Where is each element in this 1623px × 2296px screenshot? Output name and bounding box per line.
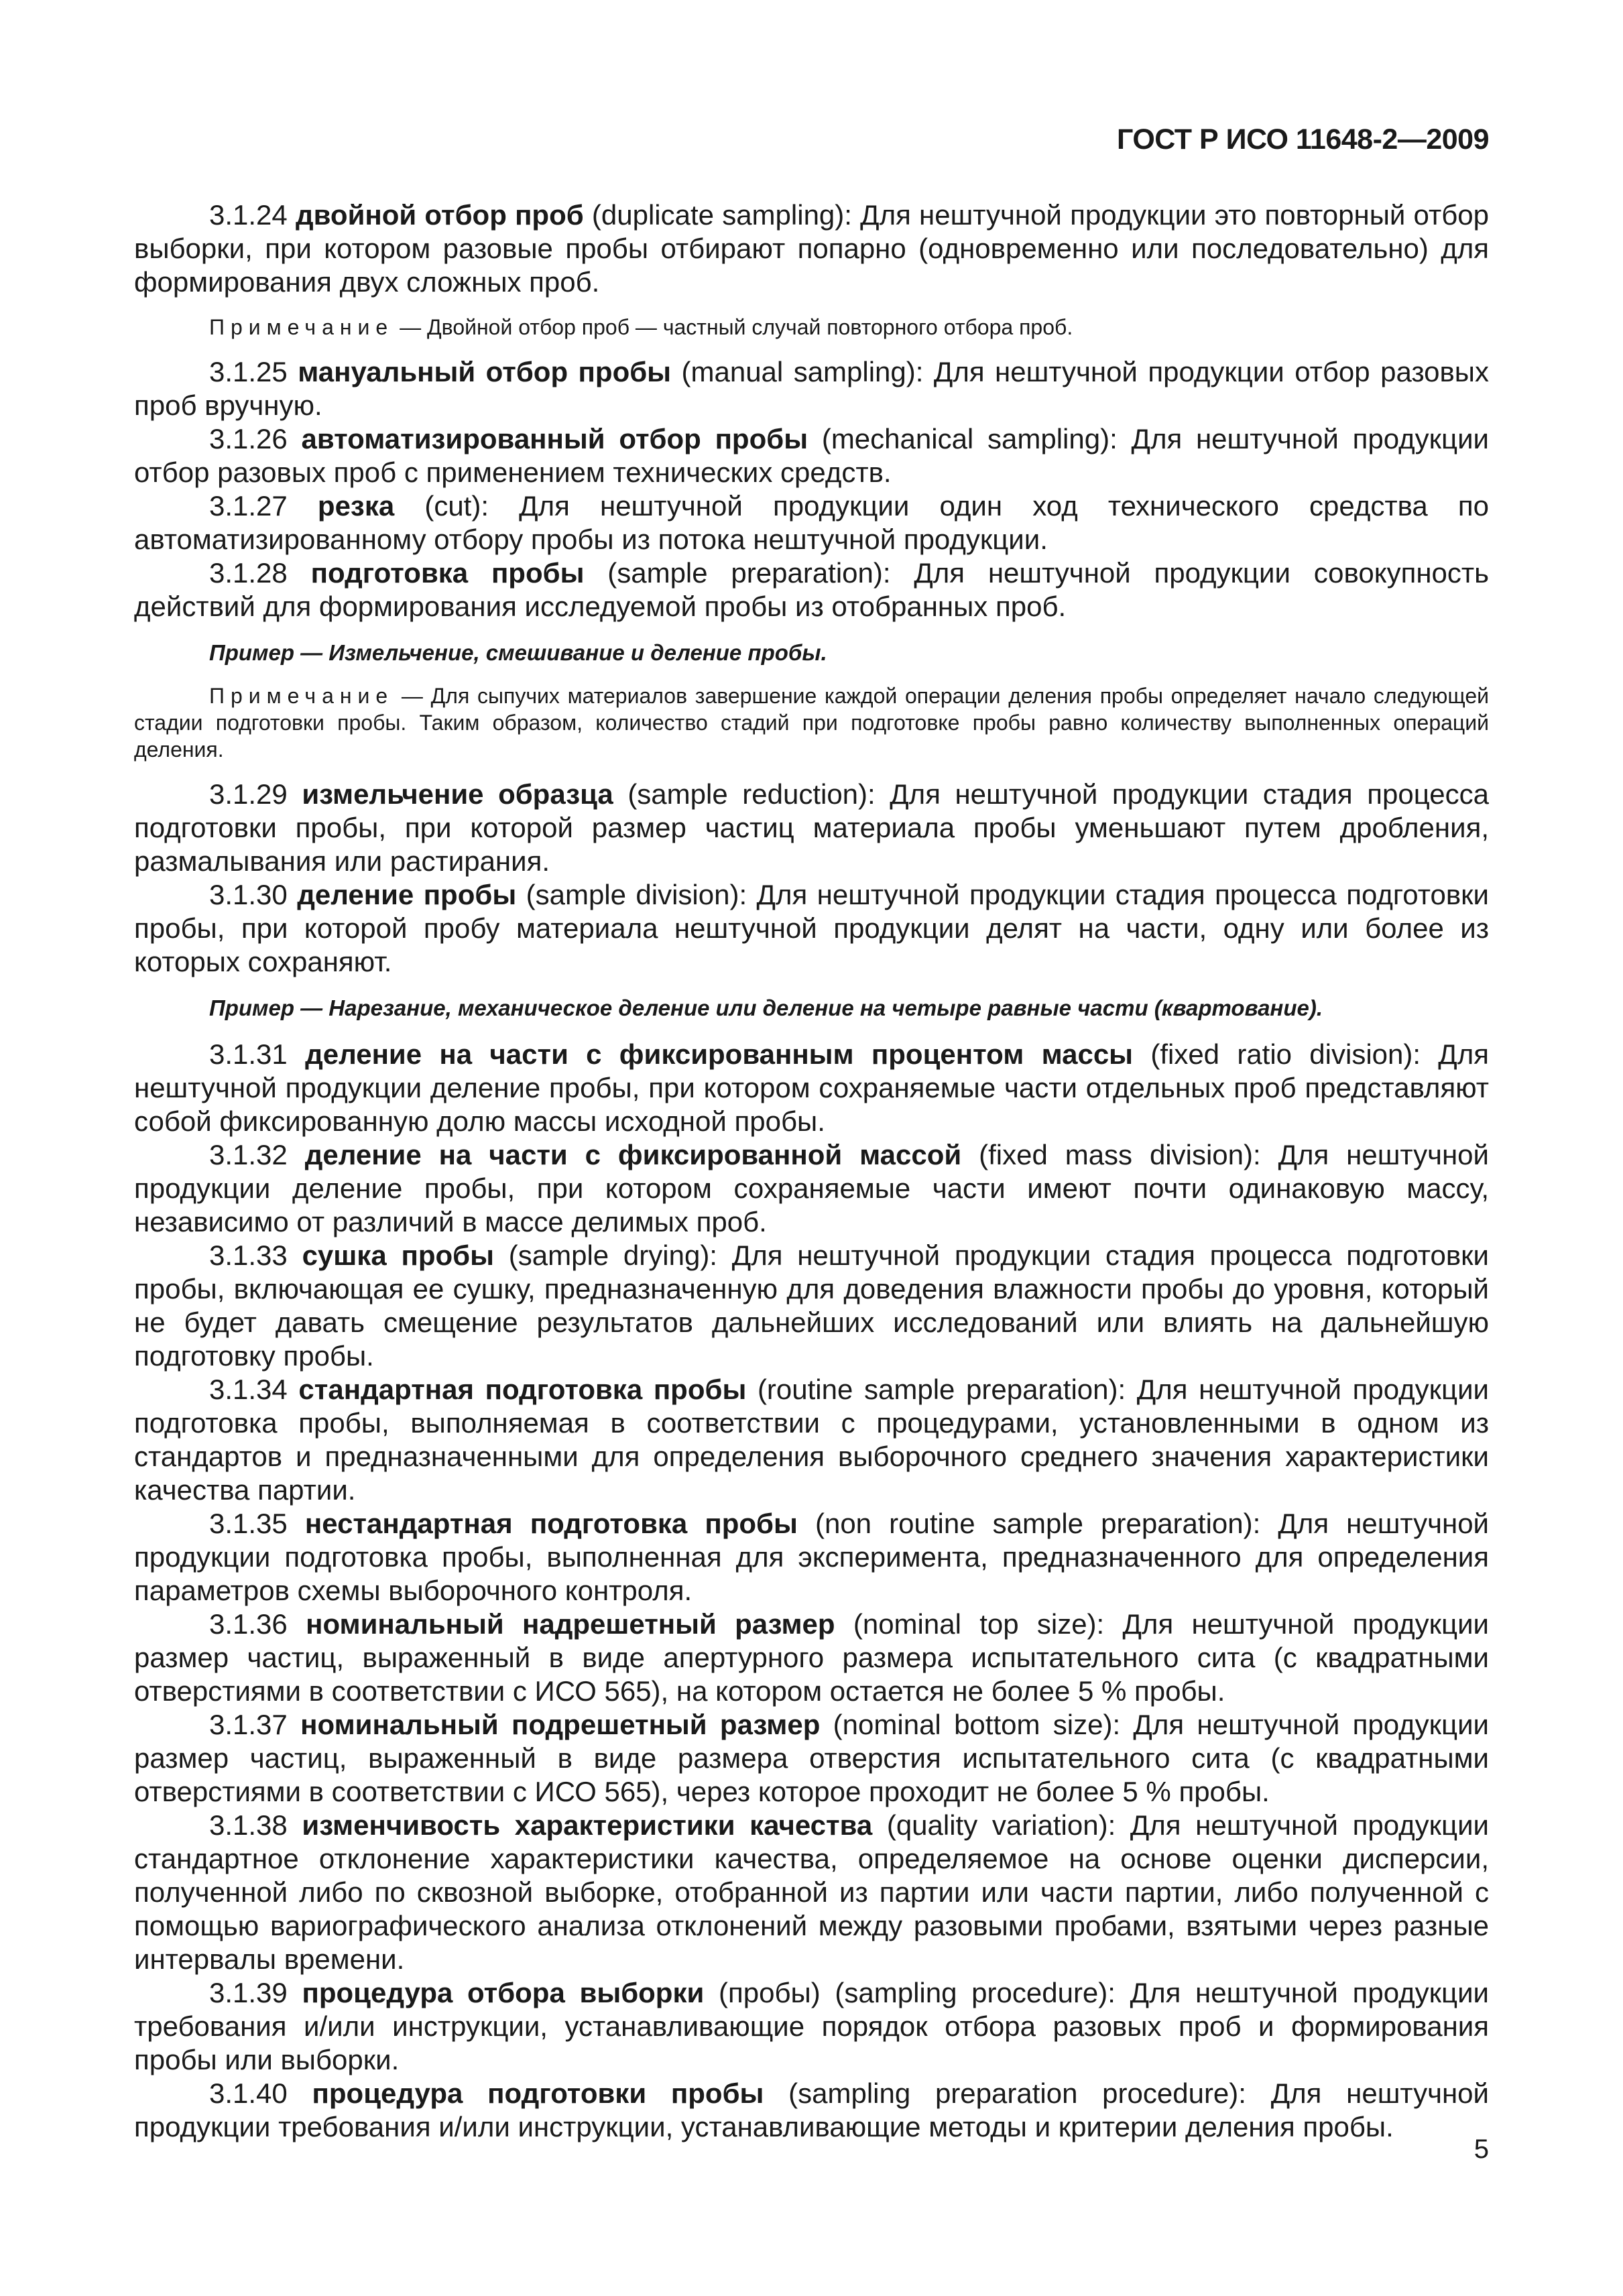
note-label: Примечание	[209, 684, 394, 708]
term-definition-3-1-30	[134, 878, 1489, 979]
term-text: (quality variation): Для нештучной продукции стандартное отклонение характеристики качества, определяемое на основе оценки дисперсии, полученной либо по сквозной выборке, отобранной из партии или части партии, либо полученной с помощью вариографического анализа отклонений между разовыми пробами, взятыми через разные интервалы времени.	[134, 1809, 1490, 1975]
note-text: — Двойной отбор проб — частный случай повторного отбора проб.	[394, 315, 1073, 339]
term-text: (sample reduction): Для нештучной продукции стадия процесса подготовки пробы, при которой размер частиц материала пробы уменьшают путем дробления, размалывания или растирания.	[134, 778, 1489, 877]
note-text: — Для сыпучих материалов завершение каждой операции деления пробы определяет начало следующей стадии подготовки пробы. Таким образом, количество стадий при подготовке пробы равно количеству выполненных операций деления.	[134, 684, 1489, 762]
term-text: (duplicate sampling): Для нештучной продукции это повторный отбор выборки, при котором разовые пробы отбирают попарно (одновременно или последовательно) для формирования двух сложных проб.	[134, 199, 1489, 298]
term-number: 3.1.37	[209, 1709, 288, 1740]
term-number: 3.1.30	[209, 879, 288, 910]
term-name: измельчение образца	[302, 778, 613, 810]
term-number: 3.1.36	[209, 1608, 288, 1640]
term-number: 3.1.32	[209, 1139, 288, 1170]
term-name: нестандартная подготовка пробы	[304, 1508, 798, 1539]
term-number: 3.1.38	[209, 1809, 288, 1841]
term-text: (cut): Для нештучной продукции один ход технического средства по автоматизированному отбору пробы из потока нештучной продукции.	[134, 490, 1490, 555]
term-definition-3-1-26	[134, 422, 1489, 489]
note	[134, 314, 1489, 341]
term-name: стандартная подготовка пробы	[298, 1374, 747, 1405]
term-number: 3.1.25	[209, 356, 288, 387]
term-name: номинальный надрешетный размер	[306, 1608, 835, 1640]
example: Пример — Нарезание, механическое деление или деление на четыре равные части (квартование).	[209, 995, 1323, 1020]
term-number: 3.1.39	[209, 1977, 288, 2008]
term-number: 3.1.29	[209, 778, 288, 810]
term-definition-3-1-39	[134, 1976, 1489, 2077]
term-definition-3-1-33	[134, 1239, 1489, 1373]
example: Пример — Измельчение, смешивание и деление пробы.	[209, 640, 827, 665]
note-label: Примечание	[209, 315, 394, 339]
term-name: деление пробы	[297, 879, 517, 910]
term-definition-3-1-28	[134, 556, 1489, 623]
page-number: 5	[1474, 2134, 1489, 2164]
term-number: 3.1.26	[209, 423, 288, 455]
term-text: (sample division): Для нештучной продукции стадия процесса подготовки пробы, при которой пробу материала нештучной продукции делят на части, одну или более из которых сохраняют.	[134, 879, 1490, 977]
term-definition-3-1-31	[134, 1038, 1489, 1138]
term-definition-3-1-27	[134, 489, 1489, 556]
term-text: (sampling preparation procedure): Для нештучной продукции требования и/или инструкции, устанавливающие методы и критерии деления пробы.	[134, 2077, 1489, 2142]
term-definition-3-1-24	[134, 198, 1489, 299]
term-name: процедура отбора выборки	[302, 1977, 705, 2008]
note	[134, 682, 1489, 763]
term-number: 3.1.40	[209, 2077, 288, 2109]
term-text: (nominal top size): Для нештучной продукции размер частиц, выраженный в виде апертурного размера испытательного сита (с квадратными отверстиями в соответствии с ИСО 565), на котором остается не более 5 % пробы.	[134, 1608, 1489, 1707]
term-definition-3-1-40	[134, 2077, 1489, 2144]
term-name: деление на части с фиксированным процентом массы	[305, 1038, 1134, 1070]
term-name: процедура подготовки пробы	[312, 2077, 764, 2109]
term-name: двойной отбор проб	[295, 199, 584, 231]
term-text: (sample drying): Для нештучной продукции стадия процесса подготовки пробы, включающая ее сушку, предназначенную для доведения влажности пробы до уровня, который не будет давать смещение результатов дальнейших исследований или влиять на дальнейшую подготовку пробы.	[134, 1240, 1490, 1372]
term-definition-3-1-37	[134, 1708, 1489, 1809]
term-definition-3-1-35	[134, 1507, 1489, 1608]
term-text: (nominal bottom size): Для нештучной продукции размер частиц, выраженный в виде размера отверстия испытательного сита (с квадратными отверстиями в соответствии с ИСО 565), через которое проходит не более 5 % пробы.	[134, 1709, 1489, 1807]
term-name: подготовка пробы	[310, 557, 585, 589]
term-number: 3.1.34	[209, 1374, 288, 1405]
term-number: 3.1.28	[209, 557, 288, 589]
document-id-header: ГОСТ Р ИСО 11648-2—2009	[1117, 123, 1489, 156]
document-body	[134, 198, 1489, 2144]
term-text: (fixed mass division): Для нештучной продукции деление пробы, при котором сохраняемые части имеют почти одинаковую массу, независимо от различий в массе делимых проб.	[134, 1139, 1490, 1237]
term-name: изменчивость характеристики качества	[302, 1809, 873, 1841]
term-text: (mechanical sampling): Для нештучной продукции отбор разовых проб с применением технических средств.	[134, 423, 1489, 488]
term-text: (routine sample preparation): Для нештучной продукции подготовка пробы, выполняемая в соответствии с процедурами, установленными в одном из стандартов и предназначенными для определения выборочного среднего значения характеристики качества партии.	[134, 1374, 1490, 1506]
term-definition-3-1-29	[134, 778, 1489, 878]
term-text: (sample preparation): Для нештучной продукции совокупность действий для формирования исследуемой пробы из отобранных проб.	[134, 557, 1489, 622]
term-definition-3-1-38	[134, 1809, 1489, 1976]
term-name: деление на части с фиксированной массой	[304, 1139, 962, 1170]
term-text: (non routine sample preparation): Для нештучной продукции подготовка пробы, выполненная для эксперимента, предназначенного для определения параметров схемы выборочного контроля.	[134, 1508, 1490, 1606]
term-number: 3.1.27	[209, 490, 288, 522]
term-definition-3-1-36	[134, 1608, 1489, 1708]
term-name: автоматизированный отбор пробы	[301, 423, 808, 455]
term-name: резка	[317, 490, 395, 522]
term-text: (пробы) (sampling procedure): Для нештучной продукции требования и/или инструкции, устанавливающие порядок отбора разовых проб и формирования пробы или выборки.	[134, 1977, 1489, 2075]
term-text: (manual sampling): Для нештучной продукции отбор разовых проб вручную.	[134, 356, 1489, 421]
term-name: номинальный подрешетный размер	[300, 1709, 821, 1740]
term-name: мануальный отбор пробы	[298, 356, 672, 387]
term-number: 3.1.24	[209, 199, 288, 231]
term-number: 3.1.31	[209, 1038, 288, 1070]
term-number: 3.1.33	[209, 1240, 288, 1271]
term-number: 3.1.35	[209, 1508, 288, 1539]
term-definition-3-1-25	[134, 355, 1489, 422]
term-definition-3-1-34	[134, 1373, 1489, 1507]
term-definition-3-1-32	[134, 1138, 1489, 1239]
term-text: (fixed ratio division): Для нештучной продукции деление пробы, при котором сохраняемые части отдельных проб представляют собой фиксированную долю массы исходной пробы.	[134, 1038, 1489, 1137]
term-name: сушка пробы	[302, 1240, 494, 1271]
